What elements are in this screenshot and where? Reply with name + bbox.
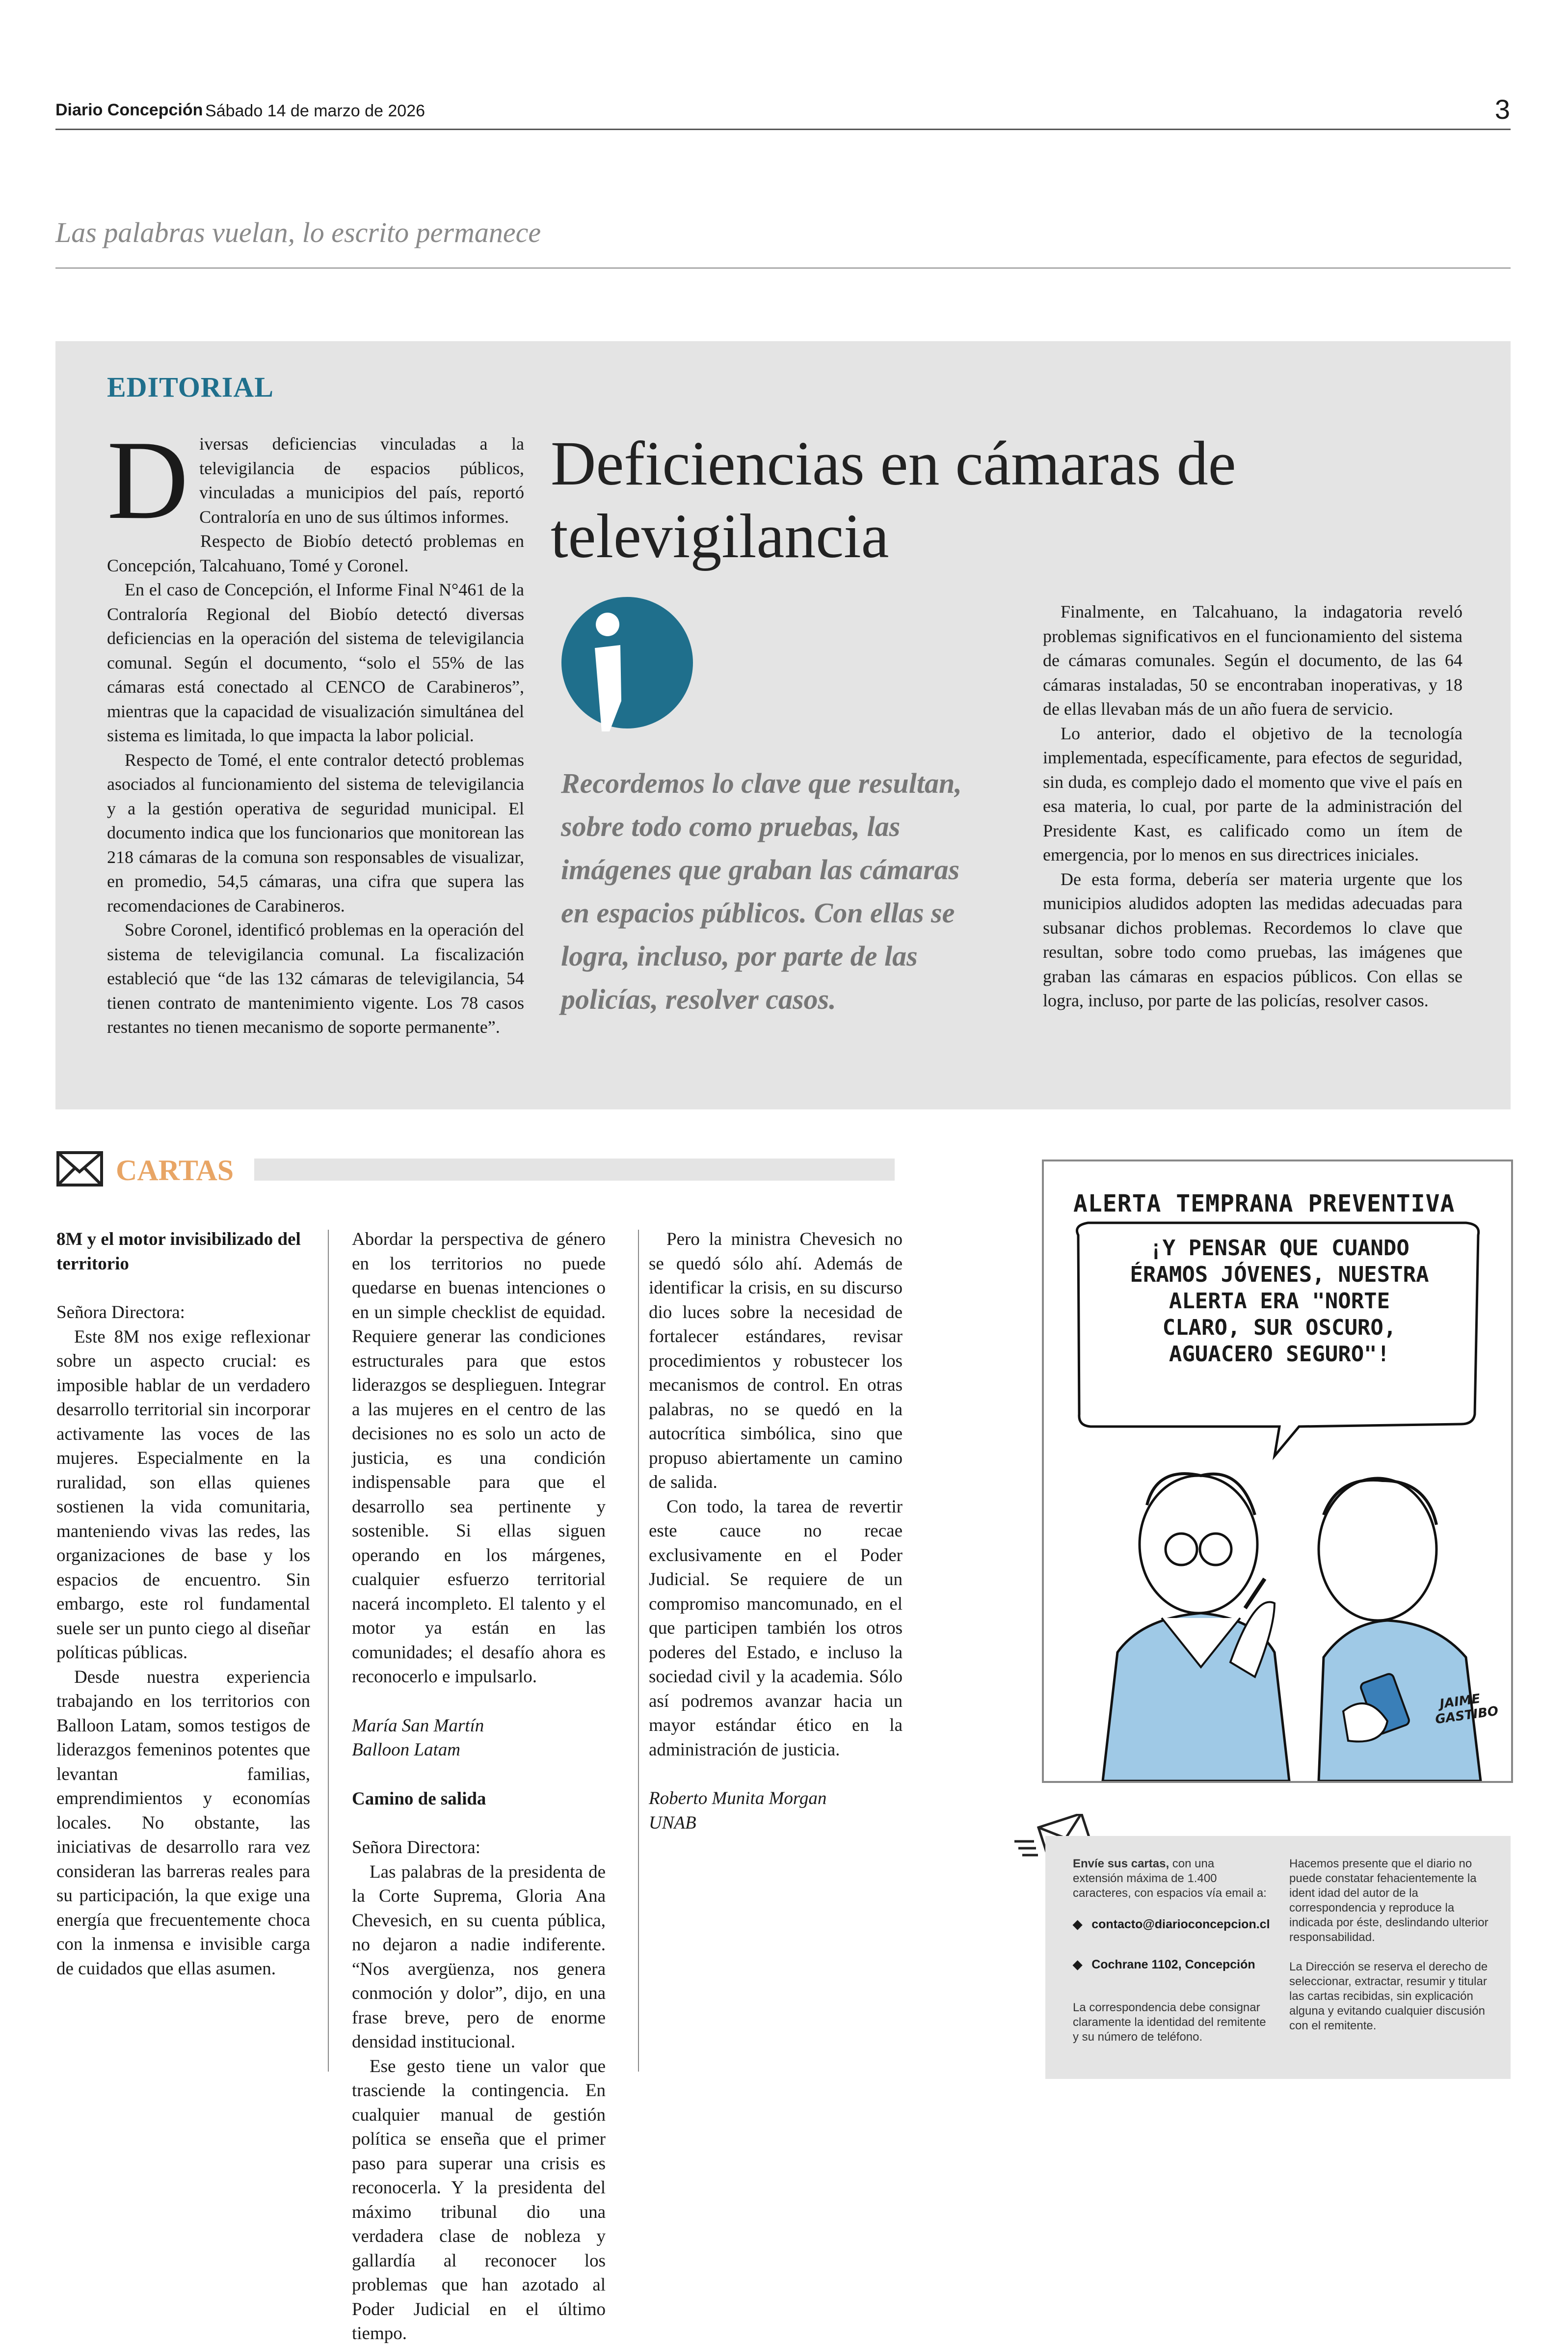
editorial-paragraph: Sobre Coronel, identificó problemas en la operación del sistema de televigilancia comunal. La fiscalización estableció que “de las 132 cámaras de televigilancia, 54 tienen contrato de mantenimiento vigente. Los 78 casos restantes no tienen mecanismo de soporte permanente”. <box>107 920 524 1037</box>
letter-paragraph: Este 8M nos exige reflexionar sobre un aspecto crucial: es imposible hablar de un verdadero desarrollo territorial sin incorporar activamente las voces de las mujeres. Especialmente en la ruralidad, son ellas quienes sostienen la vida comunitaria, manteniendo vivas las redes, las organizaciones de base y los espacios de encuentro. Sin embargo, este rol fundamental suele ser un punto ciego al diseñar políticas públicas. <box>56 1326 310 1663</box>
diamond-icon: ◆ <box>1073 1958 1083 1971</box>
letter-salutation: Señora Directora: <box>56 1302 185 1322</box>
info-address: Cochrane 1102, Concepción <box>1091 1958 1255 1971</box>
letter-paragraph: Abordar la perspectiva de género en los territorios no puede quedarse en buenas intenciones o en un simple checklist de equidad. Requiere generar las condiciones estructurales para que estos liderazgos se desplieguen. Integrar a las mujeres en el centro de las decisiones no es solo un acto de justicia, es una condición indispensable para que el desarrollo sea pertinente y sostenible. Si ellas siguen operando en los márgenes, cualquier esfuerzo territorial nacerá incompleto. El talento y el motor ya están en las comunidades; el desafío ahora es reconocerlo e impulsarlo. <box>352 1229 606 1687</box>
cartas-section-label: CARTAS <box>116 1154 234 1186</box>
letter-organization: UNAB <box>649 1812 696 1833</box>
newspaper-name: Diario Concepción <box>55 101 203 119</box>
cartoon-title: ALERTA TEMPRANA PREVENTIVA <box>1073 1190 1455 1217</box>
letter-paragraph: Con todo, la tarea de revertir este cauce no recae exclusivamente en el Poder Judicial. Se requiere de un compromiso mancomunado, en el que participen también los otros poderes del Estado, e incluso la sociedad civil y la academia. Sólo así podremos avanzar hacia un mayor estándar ético en la administración de justicia. <box>649 1496 903 1760</box>
letter-signature: Roberto Munita Morgan <box>649 1788 827 1808</box>
letters-column-3 <box>649 1227 903 1835</box>
editorial-paragraph: De esta forma, debería ser materia urgente que los municipios aludidos adopten las medidas adecuadas para subsanar dichos problemas. Recordemos lo clave que resultan, sobre todo como pruebas, las imágenes que graban las cámaras en espacios públicos. Con ellas se logra, incluso, por parte de las policías, resolver casos. <box>1043 869 1462 1010</box>
info-note-rights: La Dirección se reserva el derecho de seleccionar, extractar, resumir y titular las cartas recibidas, sin explicación alguna y evitando cualquier discusión con el remitente. <box>1289 1960 1488 2032</box>
editorial-paragraph: Respecto de Biobío detectó problemas en Concepción, Talcahuano, Tomé y Coronel. <box>107 531 524 575</box>
cartas-header-bar <box>254 1159 895 1181</box>
info-note-identity: La correspondencia debe consignar claramente la identidad del remitente y su número de teléfono. <box>1073 2001 1266 2044</box>
column-divider <box>328 1230 329 2072</box>
editorial-paragraph: iversas deficiencias vinculadas a la televigilancia de espacios públicos, vinculadas a municipios del país, reportó Contraloría en uno de sus últimos informes. <box>199 434 524 527</box>
editorial-paragraph: Finalmente, en Talcahuano, la indagatoria reveló problemas significativos en el funcionamiento del sistema de cámaras comunales. Según el documento, de las 64 cámaras instaladas, 50 se encontraban inoperativas, y 18 de ellas llevaban más de un año fuera de servicio. <box>1043 602 1462 719</box>
column-divider <box>638 1230 639 2072</box>
editorial-column-3 <box>1043 600 1462 1013</box>
letters-column-1 <box>56 1227 310 1981</box>
letter-signature: María San Martín <box>352 1715 484 1736</box>
letter-organization: Balloon Latam <box>352 1740 460 1760</box>
slogan-rule <box>55 268 1511 269</box>
editorial-paragraph: Respecto de Tomé, el ente contralor detectó problemas asociados al funcionamiento del sistema de televigilancia y a la gestión operativa de seguridad municipal. El documento indica que los funcionarios que monitorean las 218 cámaras de la comuna son responsables de visualizar, en promedio, 54,5 cámaras, una cifra que supera las recomendaciones de Carabineros. <box>107 750 524 916</box>
letter-title: 8M y el motor invisibilizado del territorio <box>56 1229 301 1274</box>
editorial-cartoon <box>1042 1160 1513 1783</box>
editorial-label: EDITORIAL <box>107 371 274 403</box>
letter-title: Camino de salida <box>352 1788 486 1809</box>
info-send-text: con una extensión máxima de 1.400 caracteres, con espacios vía email a: <box>1073 1857 1267 1900</box>
letter-paragraph: Ese gesto tiene un valor que trasciende la contingencia. En cualquier manual de gestión política se enseña que el primer paso para superar una crisis es reconocerla. Y la presidenta del máximo tribunal dio una verdadera clase de nobleza y gallardía al reconocer los problemas que han azotado al Poder Judicial en el último tiempo. <box>352 2056 606 2344</box>
info-note-authorship: Hacemos presente que el diario no puede constatar fehacientemente la ident idad del autor de la correspondencia y reproduce la indicada por éste, deslindando ulterior responsabilidad. <box>1289 1857 1488 1944</box>
diamond-icon: ◆ <box>1073 1917 1083 1931</box>
editorial-paragraph: En el caso de Concepción, el Informe Final N°461 de la Contraloría Regional del Biobío detectó diversas deficiencias en la operación del sistema de televigilancia comunal. Según el documento, “solo el 55% de las cámaras está conectado al CENCO de Carabineros”, mientras que la capacidad de visualización simultánea del sistema es limitada, lo que impacta la labor policial. <box>107 580 524 745</box>
header-rule <box>55 129 1511 130</box>
info-icon <box>560 594 694 731</box>
letter-paragraph: Las palabras de la presidenta de la Corte Suprema, Gloria Ana Chevesich, en su cuenta pública, no dejaron a nadie indiferente. “Nos avergüenza, nos genera conmoción y dolor”, dijo, en una frase breve, pero de enorme densidad institucional. <box>352 1861 606 2052</box>
letter-paragraph: Desde nuestra experiencia trabajando en los territorios con Balloon Latam, somos testigos de liderazgos femeninos potentes que levantan familias, emprendimientos y economías locales. No obstante, las iniciativas de desarrollo rara vez consideran las barreras reales para su participación, la que exige una energía que frecuentemente choca con la inmensa e invisible carga de cuidados que ellas asumen. <box>56 1667 310 1979</box>
letter-paragraph: Pero la ministra Chevesich no se quedó sólo ahí. Además de identificar la crisis, en su discurso dio luces sobre la necesidad de fortalecer estándares, revisar procedimientos y robustecer los mecanismos de control. En otras palabras, no se quedó en la autocrítica simbólica, sino que propuso abiertamente un camino de salida. <box>649 1229 903 1492</box>
letters-info-box <box>1045 1836 1511 2079</box>
info-email[interactable]: contacto@diarioconcepcion.cl <box>1091 1917 1270 1931</box>
envelope-icon <box>56 1151 103 1186</box>
letters-column-2 <box>352 1227 606 2346</box>
speech-bubble-text: ¡Y PENSAR QUE CUANDO ÉRAMOS JÓVENES, NUESTRA ALERTA ERA "NORTE CLARO, SUR OSCURO, AGUACERO SEGURO"! <box>1130 1236 1429 1367</box>
cartoonist-signature: JAIME GASTIBO <box>1434 1691 1499 1727</box>
editorial-column-1 <box>107 417 524 1040</box>
drop-cap: D <box>107 417 189 542</box>
letter-salutation: Señora Directora: <box>352 1837 480 1858</box>
editorial-headline: Deficiencias en cámaras de televigilancia <box>551 429 1236 571</box>
section-slogan: Las palabras vuelan, lo escrito permanece <box>55 216 541 248</box>
editorial-pull-quote: Recordemos lo clave que resultan, sobre todo como pruebas, las imágenes que graban las cámaras en espacios públicos. Con ellas se logra, incluso, por parte de las policías, resolver casos. <box>561 767 962 1015</box>
page-number: 3 <box>1494 94 1510 125</box>
info-send-heading: Envíe sus cartas, <box>1073 1857 1169 1870</box>
editorial-paragraph: Lo anterior, dado el objetivo de la tecnología implementada, específicamente, para efectos de seguridad, sin duda, es complejo dado el momento que vive el país en esa materia, lo cual, por parte de la administración del Presidente Kast, es calificado como un ítem de emergencia, por lo menos en sus directrices iniciales. <box>1043 723 1462 864</box>
issue-date: Sábado 14 de marzo de 2026 <box>205 102 425 120</box>
